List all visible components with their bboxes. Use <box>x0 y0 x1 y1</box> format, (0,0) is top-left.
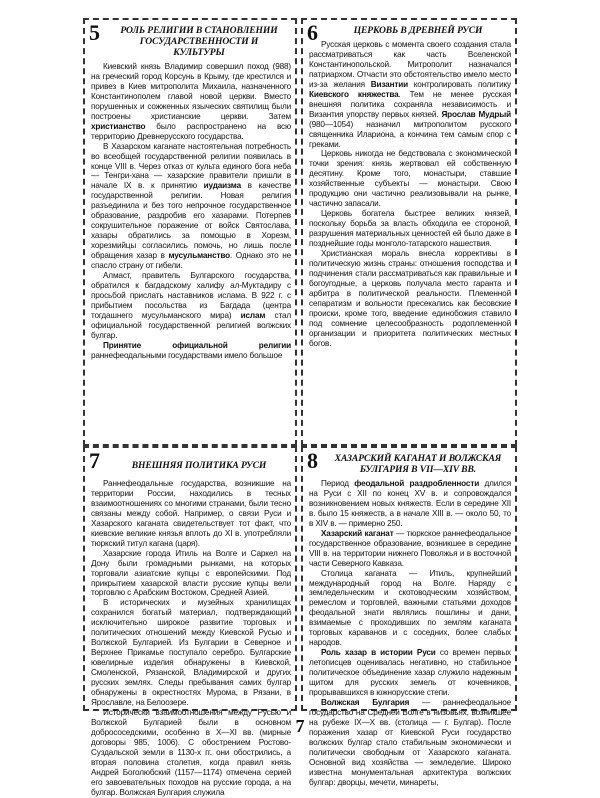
card-7 <box>83 446 297 797</box>
paragraph: Алмаст, правитель Булгарского государства, обратился к багдадскому халифу ал-Муктадиру с просьбой прислать наставников ислама. В 922 г. с прибытием посольства из Багдада (центра тогдашнего мусульманского мира) ислам стал официальной государственной религией волжских булгар. <box>91 271 291 340</box>
paragraph: Киевский князь Владимир совершил поход (988) на греческий город Корсунь в Крыму, где крестился и привез в Киев митрополита Михаила, назначенного Константинополем главой новой церкви. Вместо порушенных и сожженных языческих святилищ были построены христианские церкви. Затем христианство было распространено на всю территорию Древнерусского государства. <box>91 62 291 141</box>
paragraph: Столица каганата — Итиль, крупнейший международный город на Волге. Наряду с земледельческим и скотоводческим хозяйством, ремеслом и торговлей, важными статьями доходов феодальной знати являлись пошлины и дани, взимаемые с проходивших по землям каганата торговых караванов и с соседних, более слабых народов. <box>309 568 511 648</box>
paragraph: Хазарские города Итиль на Волге и Саркел на Дону были громадными рынками, на которых торговали азиатские купцы с европейскими. Под прикрытием хазарской власти русские купцы вели торговлю с Арабским Востоком, Средней Азией. <box>91 548 291 598</box>
card-number: 7 <box>89 448 100 473</box>
paragraph: Роль хазар в истории Руси со времен первых летописцев оценивалась негативно, но стабильное политическое объединение хазар служило надежным щитом для русских земель от кочевников, прорывавшихся в южнорусские степи. <box>309 648 512 698</box>
paragraph: Раннефеодальные государства, возникшие на территории России, находились в тесных взаимоотношениях со многими странами, были тесно связаны между собой. Например, о связи Руси и Хазарского каганата свидетельствует тот факт, что киевские великие князья вплоть до XI в. употребляли тюркский титул кагана (царя). <box>91 479 291 548</box>
card-number: 6 <box>307 20 318 45</box>
paragraph: Христианская мораль внесла коррективы в политическую жизнь страны: отношения господства и подчинения стали рассматриваться как правильные и богоугодные, а церковь получала место гаранта и арбитра в политической реальности. Племенной сепаратизм и вольности пресекались как бесовские происки, кроме того, введение единобожия ставило под сомнение целесообразность родоплеменной организации и приоритета политических местных богов. <box>309 249 511 348</box>
card-body <box>91 479 291 798</box>
card-number: 5 <box>89 20 100 45</box>
paragraph: Хазарский каганат — тюркское раннефеодальное государственное образование, возникшее в середине VIII в. на территории нижнего Поволжья и в восточной части Северного Кавказа. <box>309 528 512 568</box>
page-number: 7 <box>295 716 305 736</box>
card-title: РОЛЬ РЕЛИГИИ В СТАНОВЛЕНИИ ГОСУДАРСТВЕННОСТИ И КУЛЬТУРЫ <box>120 25 278 58</box>
card-title: ХАЗАРСКИЙ КАГАНАТ И ВОЛЖСКАЯ БУЛГАРИЯ В VII—XIV ВВ. <box>334 453 502 475</box>
paragraph: Принятие официальной религии раннефеодальными государствами имело большое <box>91 340 291 360</box>
paragraph: Русская церковь с момента своего создания стала рассматриваться как часть Вселенской Константинопольской. Митрополит назначался патриархом. Отчасти это обстоятельство имело место из-за желания Византии контролировать политику Киевского княжества. Тем не менее русская внешняя политика сохраняла независимость и Византия упорству первых князей. Ярослав Мудрый (980—1054) назначил митрополитом русского священника Илариона, а кончина тем самым спор с греками. <box>309 40 511 149</box>
card-8 <box>301 446 517 787</box>
card-title: ВНЕШНЯЯ ПОЛИТИКА РУСИ <box>131 460 267 471</box>
paragraph: В Хазарском каганате настоятельная потребность во всеобщей государственной религии появилась в конце VIII в. Через отказ от культа единого бога неба — Тенгри-хана — хазарские правители пришли в начале IX в. к принятию иудаизма в качестве государственной религии. Новая религия разъединила и без того непрочное государственное образование, раздробив его хазарами. Потерпев сокрушительное поражение от войск Святослава, хазары обратились за помощью в Хорезм, хорезмийцы согласились помочь, но лишь после обращения хазар в мусульманство. Однако это не спасло страну от гибели. <box>91 141 291 271</box>
card-number: 8 <box>307 448 318 473</box>
card-body <box>309 40 511 349</box>
paragraph: Исторически взаимоотношения между Русью и Волжской Булгарией были в основном добрососедскими, особенно в X—XI вв. (мирные договоры 985, 1006). С обострением Ростово-Суздальской земли в 1130-х гг. они обострились, а вторая половина столетия, когда правил князь Андрей Боголюбский (1157—1174) отмечена серией его завоевательных походов на русские города, а на булгар. Волжская Булгария служила <box>91 707 291 797</box>
card-6 <box>301 18 517 446</box>
card-5 <box>83 18 297 446</box>
paragraph: Период феодальной раздробленности длился на Руси с XII по конец XV в. и сопровождался возникновением новых княжеств. Если в середине XII в. было 15 княжеств, а в начале XIII в. — около 50, то в XIV в. — примерно 250. <box>309 479 511 528</box>
card-title: ЦЕРКОВЬ В ДРЕВНЕЙ РУСИ <box>353 25 483 36</box>
paragraph: Церковь богатела быстрее великих князей, поскольку борьба за власть обходила ее стороной, разрушения материальных ценностей ей было даже в позднейшие годы монголо-татарского нашествия. <box>309 209 511 249</box>
paragraph: Церковь никогда не бедствовала с экономической точки зрения: князь жертвовал ей собственную десятину. Кроме того, монастыри, ставшие хозяйственные субъекты — монастыри. Свою продукцию они частично реализовывали на рынке, частично запасали. <box>309 149 511 209</box>
card-body <box>91 62 291 361</box>
card-body <box>309 479 511 788</box>
paragraph: В исторических и музейных хранилищах сохранился богатый материал, подтверждающий исключительно широкое развитие торговых и политических отношений между Киевской Русью и Волжской Булгарией. Из Булгарии в Северное и Верхнее Прикамье поступало серебро. Булгарские ювелирные изделия обнаружены в Киевской, Смоленской, Рязанской, Владимирской и других русских землях. Следы пребывания самих булгар обнаружены в окрестностях Мурома, в Рязани, в Ярославле, на Белоозере. <box>91 598 291 707</box>
paragraph: Волжская Булгария — раннефеодальное государство на Средней Волге в низовьях, возникшее на рубеже IX—X вв. (столица — г. Булгар). После поражения хазар от Киевской Руси государство волжских булгар стало стабильным экономически и политически свободным от Хазарского каганата. Основной вид хозяйства — земледелие. Широко известна монументальная архитектура волжских булгар: дворцы, мечети, минареты, <box>309 697 512 787</box>
